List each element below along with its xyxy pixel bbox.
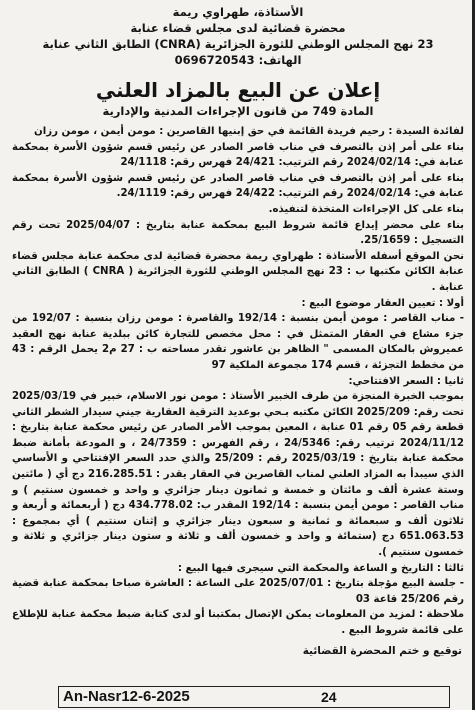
- note-paragraph: ملاحظة : لمزيد من المعلومات يمكن الإتصال بمكتبنا أو لدى كتابة ضبط محكمة عنابة للإطلاع على قائمة شروط البيع .: [12, 609, 464, 636]
- notice-subtitle: المادة 749 من قانون الإجراءات المدنية والإدارية: [102, 104, 374, 118]
- paragraph: لفائدة السيدة : رحيم فريدة القائمة في حق إبنيها القاصرين : مومن أيمن ، مومن رزان: [34, 126, 464, 137]
- paragraph: - مناب القاصر : مومن أيمن بنسبة : 192/14 والقاصرة : مومن رزان بنسبة : 192/07 من جزء مشاع في العقار المتمثل في : محل مخصص للتجارة كائن ببلدية عنابة نهج العقيد عميروش بالمكان المسمى " الظاهر بن عاشور تقدر مساحته ب : 27 م2 يحمل الرقم : 43 من مخطط التجزئة ، قسم 174 مجموعة الملكية 97: [12, 313, 465, 371]
- bailiff-header: [8, 4, 468, 68]
- bailiff-address: 23 نهج المجلس الوطني للثورة الجزائرية (CNRA) الطابق الثاني عنابة: [42, 37, 434, 51]
- paragraph: بموجب الخبرة المنجزة من طرف الخبير الأستاذ : مومن نور الاسلام، خبير في 2025/03/19 تحت رقم: 2025/209 الكائن مكتبه بـحي بوعديد الترقية العقارية جيني سيدار الشطر الثاني قطعة رقم 05 رقم 01 عنابة ، المعين بموجب الأمر الصادر عن رئيس محكمة عنابة بتاريخ : 2024/11/12 ترتيب رقم: 24/5346 ، رقم الفهرس : 24/7359 ، و المودعة بأمانة ضبط محكمة عنابة بتاريخ : 2025/03/19 رقم : 25/209 والذي حدد السعر الإفتتاحي و الأساسي الذي سيبدأ به المزاد العلني لمناب القاصرين في العقار يقدر : 216.285.51 دج أي ( مائتين وستة عشرة ألف و مائتان و خمسة و ثمانون دينار جزائري و واحد و خمسون سنتيم ) و مناب القاصر : مومن أيمن بنسبة : 192/14 المقدر ب: 434.778.02 دج ( أربعمائة و أربعة و ثلاثون ألف و سبعمائة و ثمانية و سبعون دينار جزائري و إثنان سنتيم ) أي بمجموع : 651.063.53 دج (ستمائة و واحد و خمسون ألف و ثلاثة و ستون دينار جزائري و ثلاثة و خمسون سنتيم ).: [12, 391, 465, 559]
- newspaper-footer: [58, 686, 450, 708]
- legal-notice-page: [8, 0, 468, 710]
- section-heading: أولا : تعيين العقار موضوع البيع :: [301, 297, 464, 309]
- notice-body: [8, 124, 468, 639]
- notice-title: إعلان عن البيع بالمزاد العلني: [95, 78, 381, 102]
- signature-line: توقيع و ختم المحضرة القضائية: [302, 644, 462, 657]
- section-heading: ثالثا : التاريخ و الساعة والمحكمة التي سيجرى فيها البيع :: [177, 562, 464, 574]
- paragraph: نحن الموقع أسفله الأستاذة : طهراوي ريمة محضرة قضائية لدى محكمة عنابة مجلس قضاء عنابة الكائن مكتبها ب : 23 نهج المجلس الوطني للثورة الجزائرية ( CNRA ) الطابق الثاني عنابة .: [12, 250, 464, 293]
- page-number: 24: [321, 689, 337, 705]
- edition-label: An-Nasr12-6-2025: [63, 688, 190, 705]
- paragraph: - جلسة البيع مؤجلة بتاريخ : 2025/07/01 على الساعة : العاشرة صباحا بمحكمة عنابة قضية رقم 25/206 قاعة 03: [12, 578, 465, 605]
- section-heading: ثانيا : السعر الافتتاحي:: [348, 375, 464, 387]
- paragraph: بناء على محضر إيداع قائمة شروط البيع بمحكمة عنابة بتاريخ : 2025/04/07 تحت رقم التسجيل : 25/1659.: [12, 219, 464, 247]
- bailiff-name: الأستاذة، طهراوي ريمة: [172, 5, 304, 19]
- paragraph: بناء على أمر إذن بالتصرف في مناب قاصر الصادر عن رئيس قسم شؤون الأسرة بمحكمة عنابة في: 2024/02/14 رقم الترتيب: 24/422 فهرس رقم: 24/1119.: [12, 172, 464, 200]
- bailiff-title: محضرة قضائية لدى مجلس قضاء عنابة: [130, 21, 346, 35]
- paragraph: بناء على كل الإجراءات المتخذة لتنفيذه.: [268, 203, 464, 215]
- paragraph: بناء على أمر إذن بالتصرف في مناب قاصر الصادر عن رئيس قسم شؤون الأسرة بمحكمة عنابة في: 2024/02/14 رقم الترتيب: 24/421 فهرس رقم: 24/1118: [12, 141, 464, 169]
- bailiff-phone: الهاتف: 0696720543: [174, 53, 302, 67]
